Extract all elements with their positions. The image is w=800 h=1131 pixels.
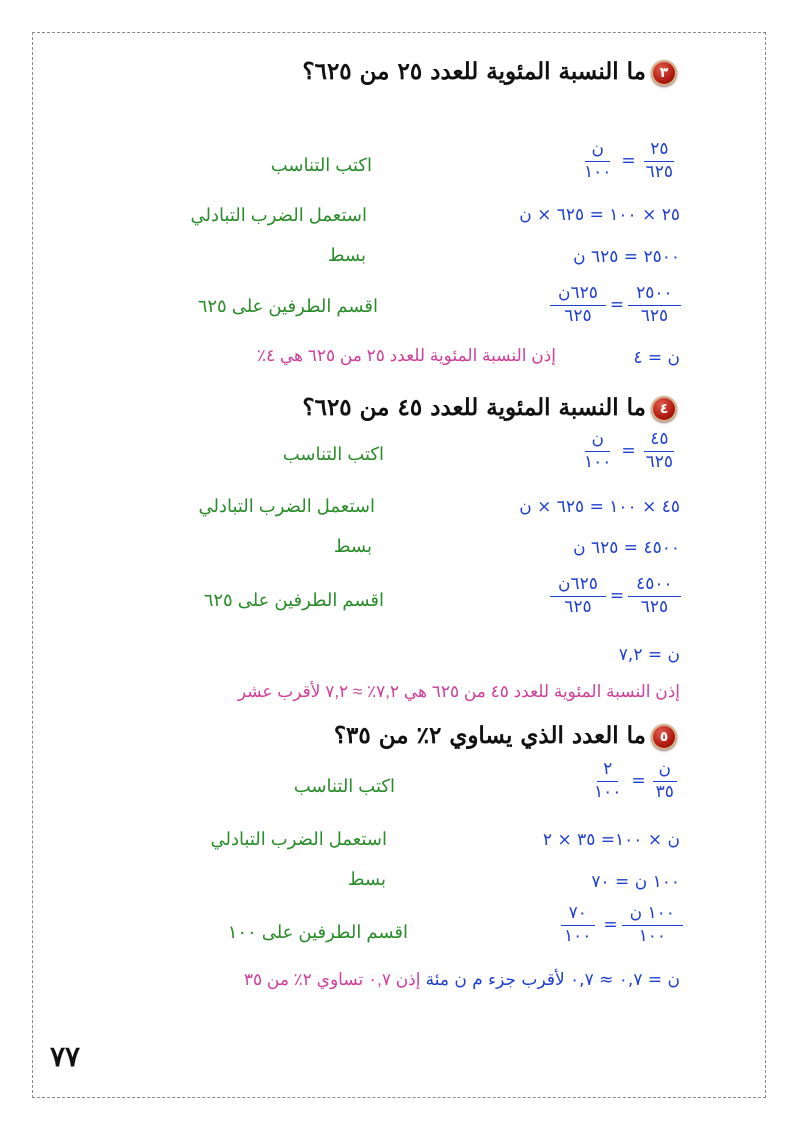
fraction: $\frac{\text{٦٢٥ن}}{٦٢٥}$ xyxy=(550,575,606,617)
problem-5-step-simplify: بسط xyxy=(347,869,386,889)
fraction: $\frac{\text{ن}}{٣٥}$ xyxy=(650,760,680,802)
problem-5-divide xyxy=(556,904,683,946)
problem-4-proportion xyxy=(578,430,679,472)
problem-4-divide xyxy=(550,575,681,617)
problem-3-conclusion: إذن النسبة المئوية للعدد ٢٥ من ٦٢٥ هي ٤٪ xyxy=(256,346,556,365)
problem-5-conclusion-approx: ن = ٠,٧ ≈ ٠,٧ لأقرب جزء م ن مئة xyxy=(425,970,680,990)
problem-4-cross-equation: ٤٥ × ١٠٠ = ٦٢٥ × ن xyxy=(519,497,680,517)
problem-3-step-proportion: اكتب التناسب xyxy=(270,155,372,175)
equals-sign: = xyxy=(603,915,618,936)
problem-4-result: ن = ٧,٢ xyxy=(618,645,680,665)
equals-sign: = xyxy=(621,151,636,172)
equals-sign: = xyxy=(609,586,625,607)
problem-3-cross-equation: ٢٥ × ١٠٠ = ٦٢٥ × ن xyxy=(519,205,680,225)
problem-4-badge: ٤ xyxy=(651,396,677,422)
equals-sign: = xyxy=(609,295,625,316)
fraction: $\frac{\text{ن}}{١٠٠}$ xyxy=(584,429,612,472)
page-number: ٧٧ xyxy=(50,1041,81,1072)
fraction: $\frac{\text{١٠٠ ن}}{١٠٠}$ xyxy=(622,904,683,946)
problem-4-step-cross: استعمل الضرب التبادلي xyxy=(198,496,375,516)
problem-5-step-divide: اقسم الطرفين على ١٠٠ xyxy=(227,922,408,942)
problem-3-step-simplify: بسط xyxy=(327,245,366,265)
problem-5-conclusion xyxy=(244,970,680,990)
problem-3-result: ن = ٤ xyxy=(633,348,680,368)
fraction: $\frac{٧٠}{١٠٠}$ xyxy=(556,904,599,946)
equals-sign: = xyxy=(621,441,636,462)
problem-3-proportion xyxy=(578,140,679,182)
problem-4-step-divide: اقسم الطرفين على ٦٢٥ xyxy=(203,590,384,610)
problem-4-step-simplify: بسط xyxy=(333,536,372,556)
problem-3-step-cross: استعمل الضرب التبادلي xyxy=(190,205,367,225)
fraction: $\frac{٢}{١٠٠}$ xyxy=(594,759,622,802)
problem-5-cross-equation: ن × ١٠٠= ٣٥ × ٢ xyxy=(542,830,680,850)
problem-3-step-divide: اقسم الطرفين على ٦٢٥ xyxy=(197,296,378,316)
problem-3-question: ما النسبة المئوية للعدد ٢٥ من ٦٢٥؟ xyxy=(302,58,646,85)
fraction: $\frac{\text{ن}}{١٠٠}$ xyxy=(584,139,612,182)
problem-3-simplify-equation: ٢٥٠٠ = ٦٢٥ ن xyxy=(573,247,680,267)
problem-5-step-proportion: اكتب التناسب xyxy=(293,776,395,796)
equals-sign: = xyxy=(631,771,646,792)
problem-5-question: ما العدد الذي يساوي ٢٪ من ٣٥؟ xyxy=(333,722,646,749)
problem-5-conclusion-statement: إذن ٠,٧ تساوي ٢٪ من ٣٥ xyxy=(243,970,421,989)
problem-4-step-proportion: اكتب التناسب xyxy=(282,444,384,464)
problem-4-conclusion: إذن النسبة المئوية للعدد ٤٥ من ٦٢٥ هي ٧,٢٪ ≈ ٧,٢ لأقرب عشر xyxy=(237,682,680,701)
fraction: $\frac{\text{٦٢٥ن}}{٦٢٥}$ xyxy=(550,284,606,326)
problem-5-badge: ٥ xyxy=(651,724,677,750)
problem-4-simplify-equation: ٤٥٠٠ = ٦٢٥ ن xyxy=(573,538,680,558)
fraction: $\frac{٢٥}{٦٢٥}$ xyxy=(645,139,674,182)
problem-5-step-cross: استعمل الضرب التبادلي xyxy=(210,829,387,849)
problem-3-badge: ٣ xyxy=(651,60,677,86)
fraction: $\frac{٤٥٠٠}{٦٢٥}$ xyxy=(628,575,681,617)
problem-4-question: ما النسبة المئوية للعدد ٤٥ من ٦٢٥؟ xyxy=(302,394,646,421)
fraction: $\frac{٢٥٠٠}{٦٢٥}$ xyxy=(628,284,681,326)
problem-5-simplify-equation: ١٠٠ ن = ٧٠ xyxy=(591,872,680,892)
problem-3-divide xyxy=(550,284,681,326)
problem-5-proportion xyxy=(588,760,680,802)
fraction: $\frac{٤٥}{٦٢٥}$ xyxy=(645,429,674,472)
